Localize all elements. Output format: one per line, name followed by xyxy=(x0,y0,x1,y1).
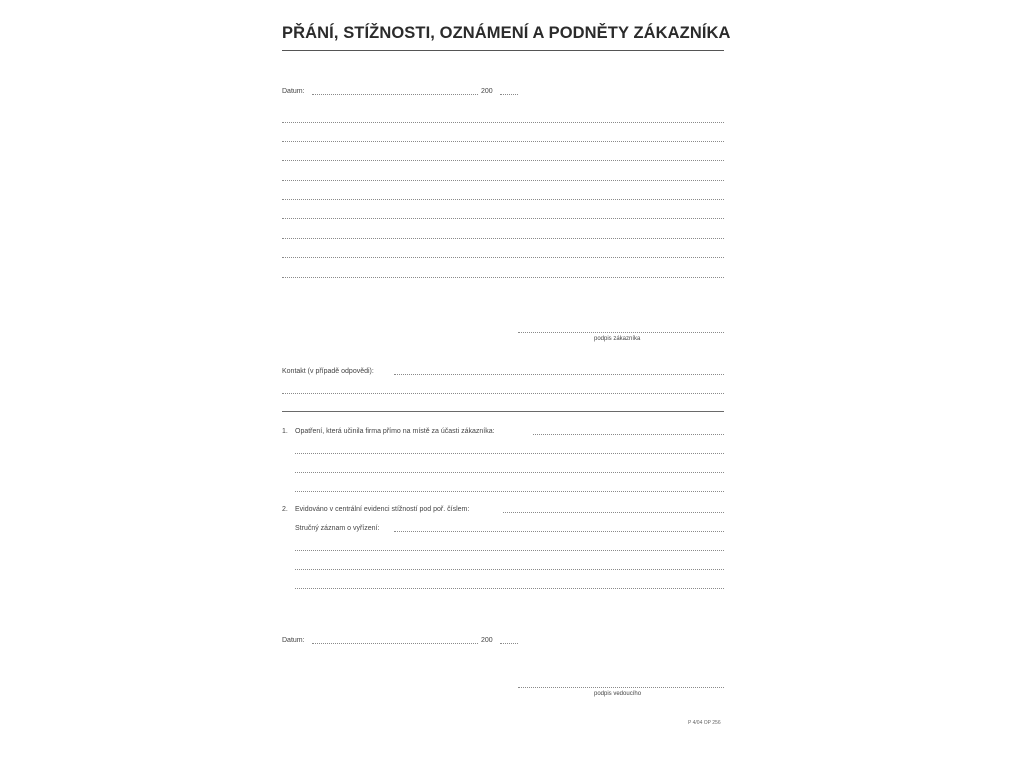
section-divider xyxy=(282,411,724,412)
message-line[interactable] xyxy=(282,180,724,181)
section1-number: 1. xyxy=(282,428,288,435)
contact-field-line[interactable] xyxy=(394,374,724,375)
message-line[interactable] xyxy=(282,257,724,258)
year-field-line[interactable] xyxy=(500,94,518,95)
message-line[interactable] xyxy=(282,277,724,278)
section1-line[interactable] xyxy=(295,453,724,454)
summary-line[interactable] xyxy=(295,588,724,589)
message-line[interactable] xyxy=(282,122,724,123)
date-field-line-2[interactable] xyxy=(312,643,478,644)
message-line[interactable] xyxy=(282,160,724,161)
year-prefix-2: 200 xyxy=(481,637,493,644)
message-line[interactable] xyxy=(282,141,724,142)
manager-signature-caption: podpis vedoucího xyxy=(594,691,642,697)
section2-number: 2. xyxy=(282,506,288,513)
section1-field-line[interactable] xyxy=(533,434,724,435)
summary-line[interactable] xyxy=(295,550,724,551)
title-underline xyxy=(282,50,724,51)
message-line[interactable] xyxy=(282,199,724,200)
section2-label: Evidováno v centrální evidenci stížností pod poř. číslem: xyxy=(295,506,470,513)
manager-signature-line[interactable] xyxy=(518,687,724,688)
summary-field-line[interactable] xyxy=(394,531,724,532)
form-title: PŘÁNÍ, STÍŽNOSTI, OZNÁMENÍ A PODNĚTY ZÁKAZNÍKA xyxy=(282,24,731,42)
contact-label: Kontakt (v případě odpovědi): xyxy=(282,368,374,375)
section1-line[interactable] xyxy=(295,472,724,473)
message-line[interactable] xyxy=(282,238,724,239)
contact-extra-line[interactable] xyxy=(282,393,724,394)
summary-line[interactable] xyxy=(295,569,724,570)
summary-label: Stručný záznam o vyřízení: xyxy=(295,525,380,532)
date-label: Datum: xyxy=(282,88,305,95)
date-label-2: Datum: xyxy=(282,637,305,644)
date-field-line[interactable] xyxy=(312,94,478,95)
year-prefix: 200 xyxy=(481,88,493,95)
complaint-number-line[interactable] xyxy=(503,512,724,513)
year-field-line-2[interactable] xyxy=(500,643,518,644)
form-code: P 4/04 OP 256 xyxy=(688,720,721,726)
section1-line[interactable] xyxy=(295,491,724,492)
section1-label: Opatření, která učinila firma přímo na místě za účasti zákazníka: xyxy=(295,428,495,435)
customer-signature-caption: podpis zákazníka xyxy=(594,336,641,342)
message-line[interactable] xyxy=(282,218,724,219)
customer-signature-line[interactable] xyxy=(518,332,724,333)
